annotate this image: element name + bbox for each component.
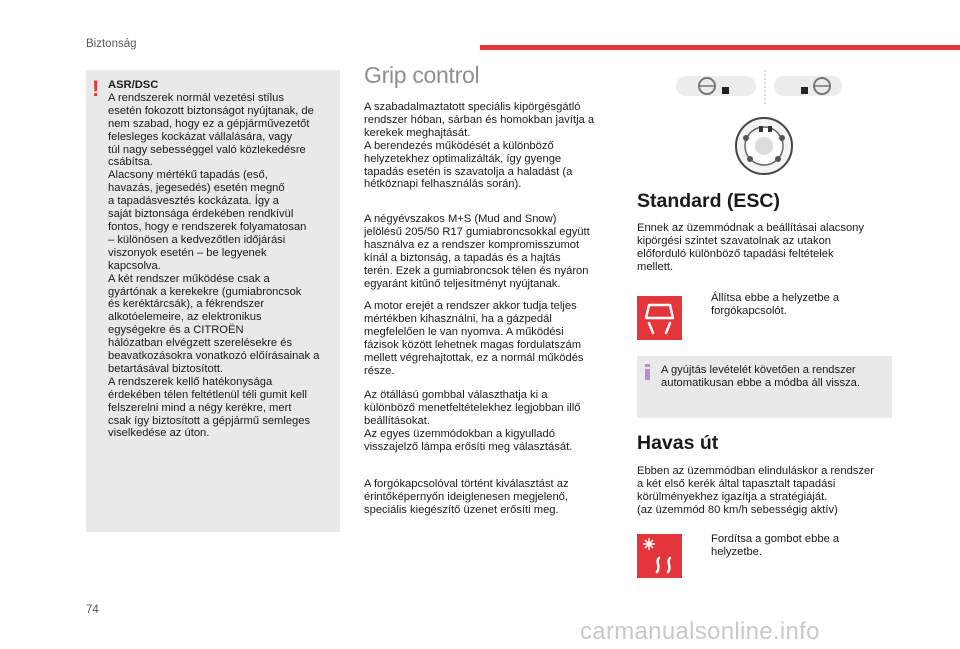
snow-road-icon <box>637 534 682 578</box>
snow-mode-description: Ebben az üzemmódban elinduláskor a rendszer a két első kerék által tapasztalt tapadási körülményekhez igazítja a stratégiáját. (az üzemmód 80 km/h sebességig aktív) <box>637 465 874 516</box>
info-text: A gyújtás levételét követően a rendszer automatikusan ebbe a módba áll vissza. <box>661 364 861 389</box>
info-icon <box>645 364 650 380</box>
snowflake-icon <box>637 534 682 578</box>
road-icon <box>637 296 682 340</box>
warning-text <box>108 79 338 440</box>
warning-icon: ! <box>92 76 100 101</box>
section-label: Biztonság <box>86 38 137 50</box>
standard-esc-description: Ennek az üzemmódnak a beállításai alacsony kipörgési szintet szavatolnak az utakon előforduló különböző tapadási feltételek mellett. <box>637 222 864 273</box>
snow-mode-title: Havas út <box>637 432 719 454</box>
warning-title: ASR/DSC <box>108 79 159 91</box>
grip-paragraph-1: A szabadalmaztatott speciális kipörgésgátló rendszer hóban, sárban és homokban javítja a kerekek meghajtását. A berendezés működését a különböző helyzetekhez optimalizálták, így gyenge tapadás esetén is szavatolja a haladást (a hétköznapi felhasználás során). <box>364 101 595 191</box>
mode-selector-dial-icon <box>736 118 792 174</box>
grip-paragraph-2: A négyévszakos M+S (Mud and Snow) jelölésű 205/50 R17 gumiabroncsokkal együtt használva ez a rendszer kompromisszumot kínál a biztonság, a tapadás és a hajtás terén. Ezek a gumiabroncsok télen és nyáron egyaránt kitűnő teljesítményt nyújtanak. <box>364 213 590 290</box>
page-number: 74 <box>86 604 99 616</box>
snow-instruction <box>697 533 887 558</box>
left-panel-icon <box>676 76 756 96</box>
section-accent-bar <box>480 45 960 50</box>
grip-control-title: Grip control <box>364 62 480 88</box>
grip-paragraph-4: Az ötállású gombbal választhatja ki a különböző menetfeltételekhez legjobban illő beállításokat. Az egyes üzemmódokban a kigyulladó visszajelző lámpa erősíti meg választását. <box>364 389 581 453</box>
snow-instruction-text: Fordítsa a gombot ebbe a helyzetbe. <box>711 533 840 558</box>
standard-instruction-text: Állítsa ebbe a helyzetbe a forgókapcsolót. <box>711 292 840 317</box>
grip-paragraph-3: A motor erejét a rendszer akkor tudja teljes mértékben kihasználni, ha a gázpedál megfelelően le van nyomva. A működési fázisok között lehetnek magas fordulatszám mellett végrehajtottak, ez a normál működés része. <box>364 300 584 377</box>
watermark: carmanualsonline.info <box>580 618 820 645</box>
right-panel-icon <box>774 76 842 96</box>
standard-esc-title: Standard (ESC) <box>637 190 781 212</box>
grip-control-dial-illustration <box>676 66 848 184</box>
standard-instruction <box>697 292 887 317</box>
warning-body: A rendszerek normál vezetési stílus esetén fokozott biztonságot nyújtanak, de nem szabad, hogy ez a gépjárművezetőt felesleges kockázat vállalására, vagy túl nagy sebességgel való közlekedésre csábítsa. Alacsony mértékű tapadás (eső, havazás, jegesedés) esetén megnő a tapadásvesztés kockázata. Így a saját biztonsága érdekében rendkívül fontos, hogy e rendszerek folyamatosan – különösen a kedvezőtlen időjárási viszonyok esetén – be legyenek kapcsolva. A két rendszer működése csak a gyártónak a kerekekre (gumiabroncsok és keréktárcsák), a fékrendszer alkotóelemeire, az elektronikus egységekre és a CITROËN hálózatban elvégzett szerelésekre és beavatkozásokra vonatkozó előírásainak a betartásával biztosított. A rendszerek kellő hatékonysága érdekében télen feltétlenül téli gumit kell felszerelni mind a négy kerékre, mert csak így biztosított a gépjármű semleges viselkedése az úton. <box>108 91 320 440</box>
standard-road-icon <box>637 296 682 340</box>
grip-paragraph-5: A forgókapcsolóval történt kiválasztást az érintőképernyőn ideiglenesen megjelenő, speciális kiegészítő üzenet erősíti meg. <box>364 478 569 516</box>
